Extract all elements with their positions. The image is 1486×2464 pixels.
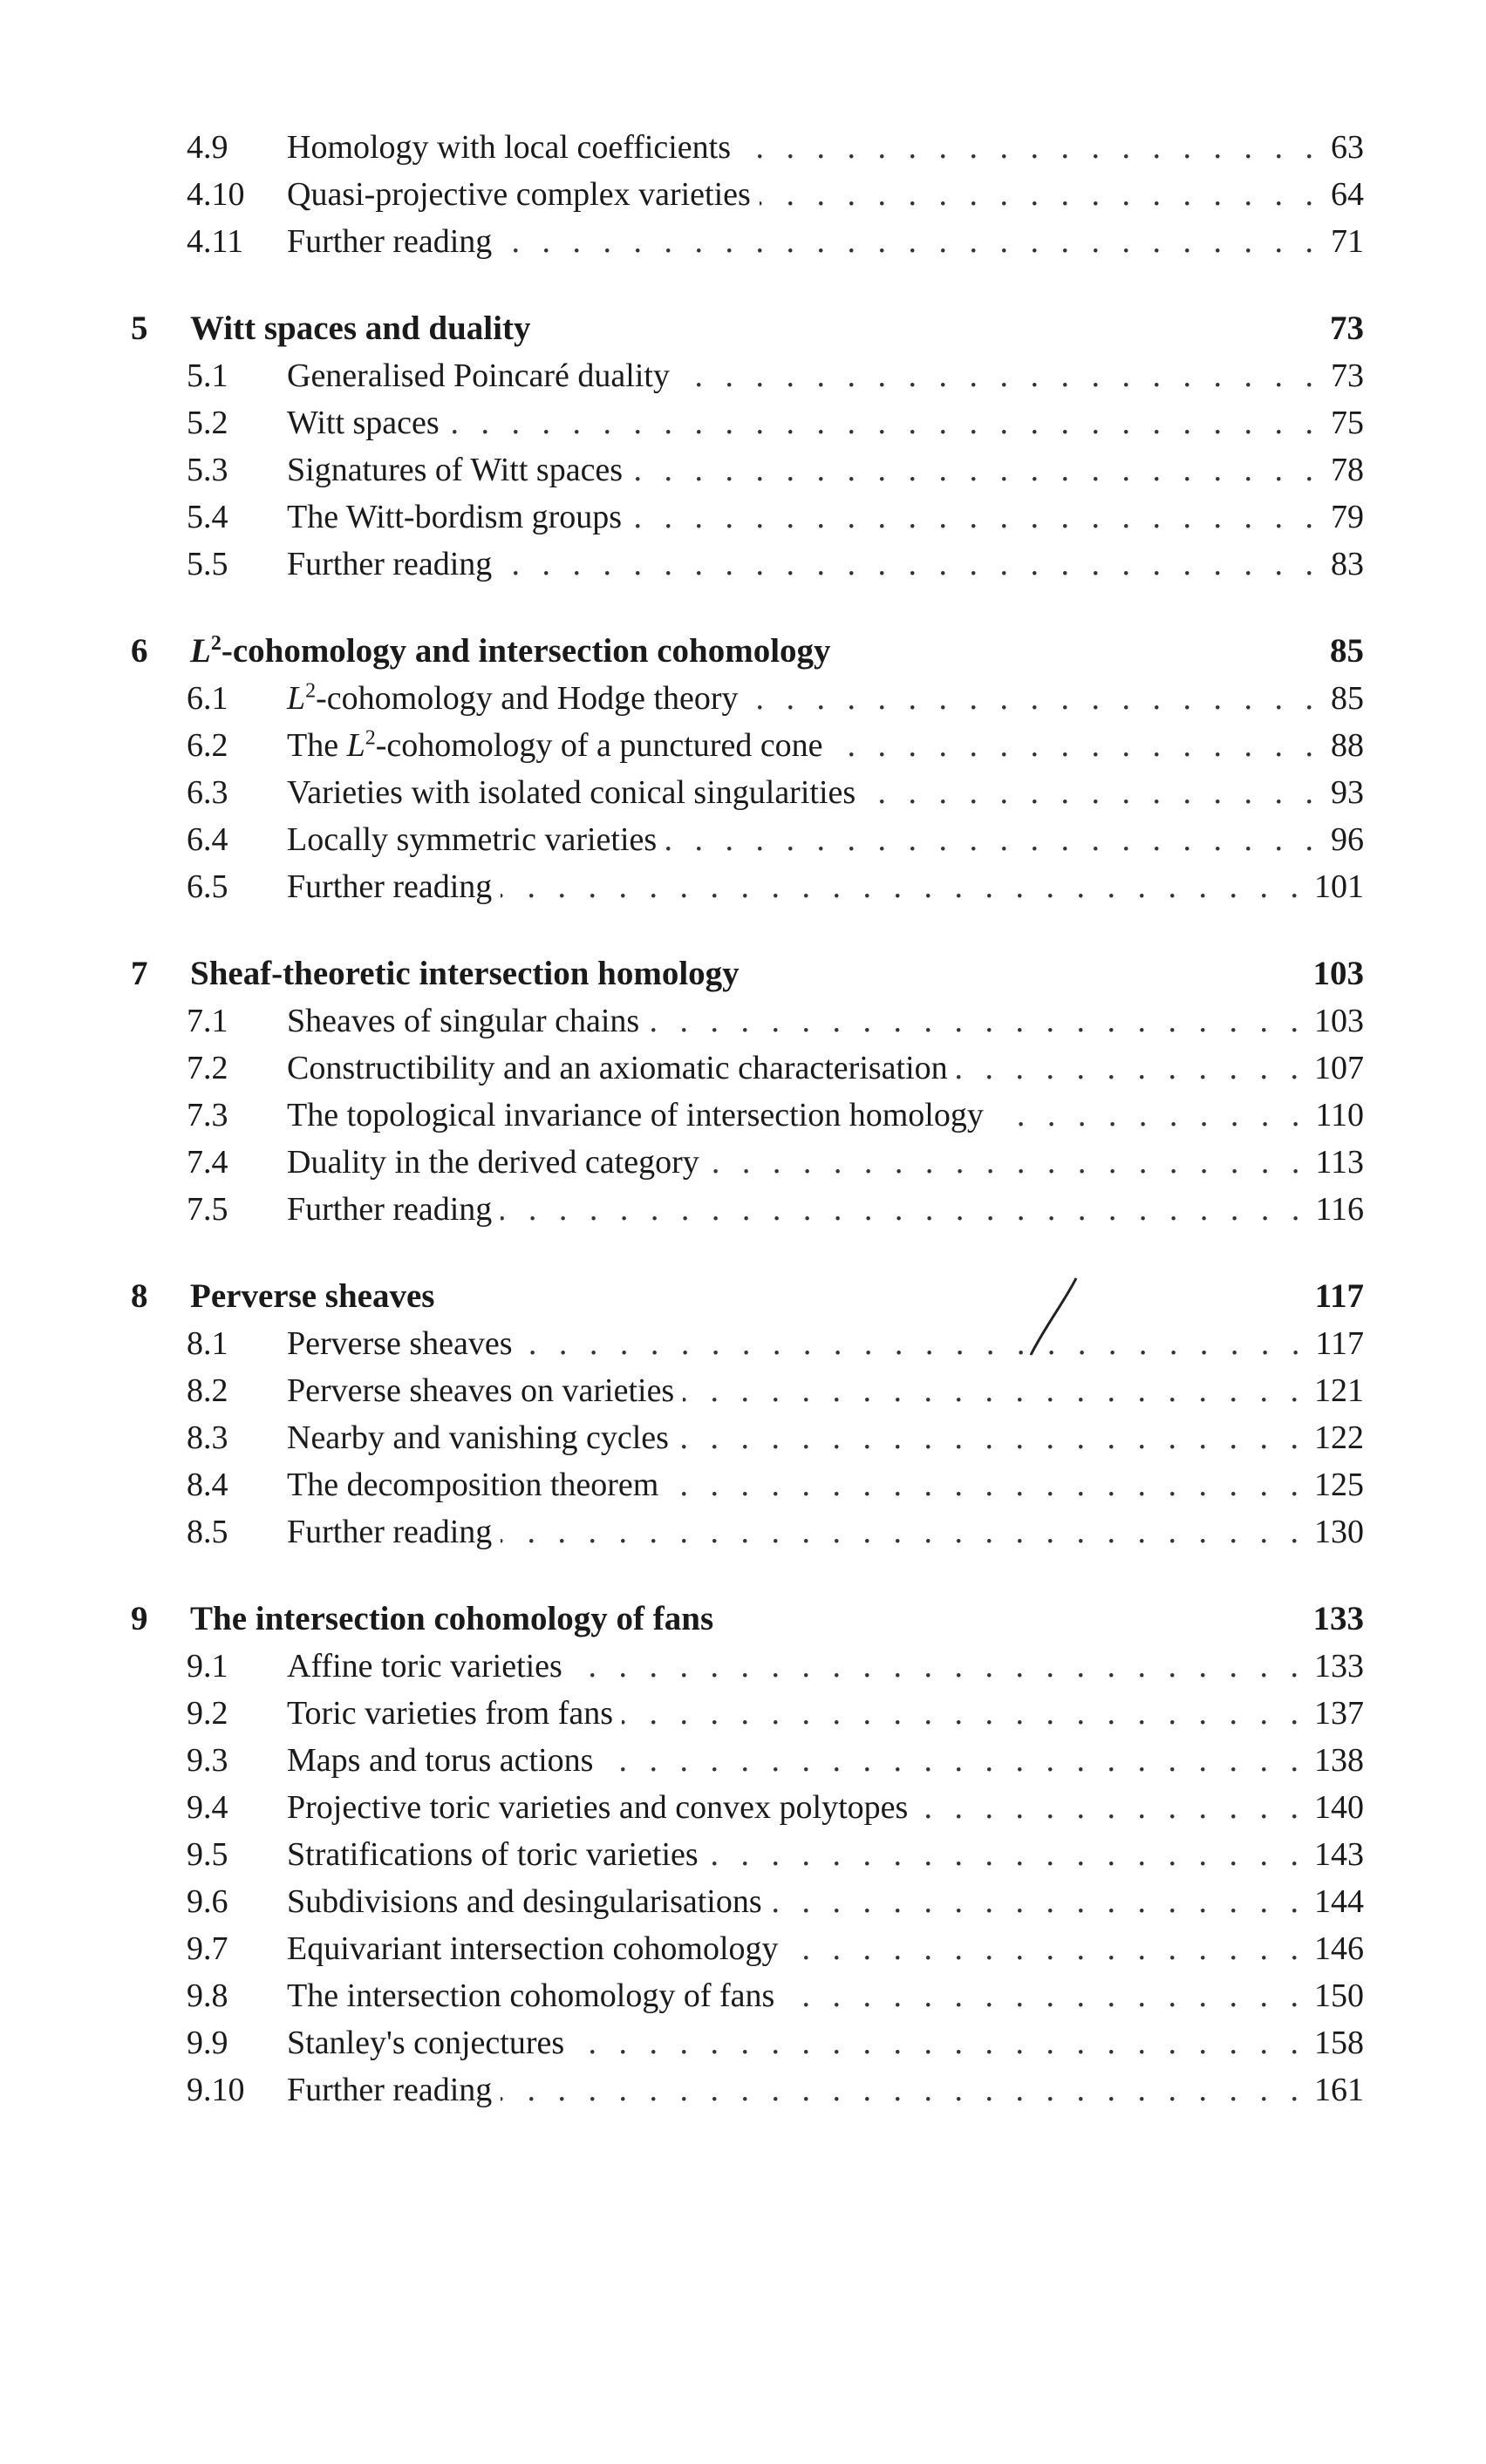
section-entry[interactable] [131,1508,1364,1555]
section-number: 6.3 [187,774,228,811]
section-number: 8.2 [187,1372,228,1409]
dot-leader [622,1690,1305,1737]
section-title: Varieties with isolated conical singularities [287,774,856,811]
section-entry[interactable] [131,1367,1364,1414]
section-title: Equivariant intersection cohomology [287,1930,779,1967]
chapter-number: 9 [131,1600,148,1637]
section-entry[interactable] [131,446,1364,493]
section-entry[interactable] [131,1972,1364,2019]
dot-leader [771,1878,1305,1925]
section-page: 103 [1314,1003,1364,1039]
section-title: Duality in the derived category [287,1144,699,1181]
section-number: 9.4 [187,1789,228,1826]
dot-leader [501,1186,1306,1233]
section-title: Perverse sheaves [287,1325,513,1362]
section-title: Further reading [287,1191,493,1228]
dot-leader [787,1925,1305,1972]
section-page: 146 [1314,1930,1364,1967]
dot-leader [501,218,1320,265]
section-page: 138 [1314,1742,1364,1779]
section-entry[interactable] [131,352,1364,399]
section-entry[interactable] [131,124,1364,171]
section-number: 6.1 [187,680,228,717]
section-number: 6.2 [187,727,228,764]
chapter-block [131,305,1364,588]
section-page: 113 [1315,1144,1364,1181]
chapter-entry[interactable] [131,1596,1364,1643]
dot-leader [631,493,1320,541]
chapter-number: 8 [131,1277,148,1315]
section-title: Constructibility and an axiomatic characterisation [287,1050,948,1086]
dot-leader [678,352,1320,399]
section-number: 6.5 [187,868,228,905]
dot-leader [501,863,1305,910]
pen-slash-mark [1026,1275,1081,1358]
section-page: 137 [1314,1695,1364,1732]
chapter-number: 7 [131,955,148,992]
section-title: The Witt-bordism groups [287,499,623,535]
section-entry[interactable] [131,997,1364,1045]
chapter-block [131,1273,1364,1555]
section-title: Nearby and vanishing cycles [287,1419,669,1456]
section-page: 85 [1331,680,1364,717]
section-entry[interactable] [131,493,1364,541]
dot-leader [832,722,1320,769]
section-number: 5.2 [187,405,228,441]
section-number: 7.3 [187,1097,228,1133]
section-page: 161 [1314,2072,1364,2108]
dot-leader [521,1320,1307,1367]
dot-leader [683,1367,1305,1414]
section-page: 158 [1314,2025,1364,2061]
section-page: 93 [1331,774,1364,811]
dot-leader [501,541,1320,588]
chapter-page: 73 [1330,310,1364,347]
section-number: 5.1 [187,357,228,394]
chapter-title: $L^2$-cohomology and intersection cohomology [190,632,831,670]
dot-leader [760,171,1320,218]
section-number: 9.5 [187,1836,228,1873]
section-number: 9.3 [187,1742,228,1779]
section-page: 73 [1331,357,1364,394]
section-title: Further reading [287,868,493,905]
section-page: 83 [1331,546,1364,582]
section-page: 122 [1314,1419,1364,1456]
section-number: 4.9 [187,129,228,166]
section-number: 5.4 [187,499,228,535]
dot-leader [631,446,1320,493]
section-entry[interactable] [131,1139,1364,1186]
section-page: 125 [1314,1467,1364,1503]
chapter-entry[interactable] [131,1273,1364,1320]
section-number: 8.4 [187,1467,228,1503]
section-page: 88 [1331,727,1364,764]
section-page: 107 [1314,1050,1364,1086]
section-number: 7.5 [187,1191,228,1228]
section-title: Further reading [287,546,493,582]
section-title: Perverse sheaves on varieties [287,1372,675,1409]
section-entry[interactable] [131,675,1364,722]
section-title: Affine toric varieties [287,1648,562,1685]
dot-leader [648,997,1305,1045]
chapter-title: Perverse sheaves [190,1277,435,1315]
chapter-title: The intersection cohomology of fans [190,1600,714,1637]
section-title: Toric varieties from fans [287,1695,614,1732]
dot-leader [783,1972,1305,2019]
section-entry[interactable] [131,541,1364,588]
chapter-number: 5 [131,310,148,347]
section-title: The $L^2$-cohomology of a punctured cone [287,726,823,764]
section-number: 9.9 [187,2025,228,2061]
section-title: Quasi-projective complex varieties [287,176,751,213]
section-number: 7.1 [187,1003,228,1039]
chapter-title: Witt spaces and duality [190,310,531,347]
chapter-block [131,628,1364,910]
section-page: 140 [1314,1789,1364,1826]
section-entry[interactable] [131,1045,1364,1092]
section-number: 9.8 [187,1977,228,2014]
chapter-entry[interactable] [131,628,1364,675]
section-page: 64 [1331,176,1364,213]
section-title: Locally symmetric varieties [287,821,658,858]
chapter-entry[interactable] [131,950,1364,997]
section-entry[interactable] [131,1690,1364,1737]
section-title: $L^2$-cohomology and Hodge theory [287,679,739,717]
section-entry[interactable] [131,1414,1364,1461]
dot-leader [707,1831,1305,1878]
section-number: 8.1 [187,1325,228,1362]
dot-leader [708,1139,1307,1186]
section-number: 9.2 [187,1695,228,1732]
section-entry[interactable] [131,399,1364,446]
section-page: 121 [1314,1372,1364,1409]
section-title: Homology with local coefficients [287,129,732,166]
section-entry[interactable] [131,2019,1364,2066]
chapter-block [131,1596,1364,2113]
section-number: 8.3 [187,1419,228,1456]
table-of-contents [131,124,1364,2113]
chapter-page: 85 [1330,632,1364,670]
section-entry[interactable] [131,1186,1364,1233]
chapter-block [131,124,1364,265]
chapter-title: Sheaf-theoretic intersection homology [190,955,740,992]
section-entry[interactable] [131,769,1364,816]
chapter-page: 103 [1312,955,1364,992]
dot-leader [573,2019,1305,2066]
section-entry[interactable] [131,1784,1364,1831]
section-entry[interactable] [131,1092,1364,1139]
section-number: 5.5 [187,546,228,582]
section-title: Stanley's conjectures [287,2025,565,2061]
dot-leader [740,124,1320,171]
section-page: 71 [1331,223,1364,260]
section-page: 110 [1315,1097,1364,1133]
section-page: 96 [1331,821,1364,858]
dot-leader [501,2066,1305,2113]
dot-leader [957,1045,1305,1092]
section-page: 130 [1314,1514,1364,1550]
dot-leader [665,816,1320,863]
dot-leader [667,1461,1305,1508]
chapter-page: 117 [1314,1277,1364,1315]
section-number: 4.10 [187,176,245,213]
section-entry[interactable] [131,1878,1364,1925]
section-title: The intersection cohomology of fans [287,1977,775,2014]
section-number: 8.5 [187,1514,228,1550]
section-page: 133 [1314,1648,1364,1685]
dot-leader [917,1784,1305,1831]
section-entry[interactable] [131,218,1364,265]
section-title: Further reading [287,1514,493,1550]
section-entry[interactable] [131,1461,1364,1508]
section-number: 6.4 [187,821,228,858]
chapter-number: 6 [131,632,148,670]
section-title: Further reading [287,2072,493,2108]
dot-leader [992,1092,1307,1139]
section-title: Subdivisions and desingularisations [287,1883,762,1920]
section-page: 78 [1331,452,1364,488]
section-entry[interactable] [131,722,1364,769]
section-page: 143 [1314,1836,1364,1873]
chapter-block [131,950,1364,1233]
chapter-page: 133 [1312,1600,1364,1637]
section-title: Generalised Poincaré duality [287,357,670,394]
section-entry[interactable] [131,816,1364,863]
section-title: Maps and torus actions [287,1742,594,1779]
section-entry[interactable] [131,1643,1364,1690]
section-entry[interactable] [131,1831,1364,1878]
section-page: 79 [1331,499,1364,535]
section-entry[interactable] [131,1737,1364,1784]
section-title: Witt spaces [287,405,440,441]
section-number: 4.11 [187,223,244,260]
section-number: 9.10 [187,2072,245,2108]
section-number: 7.2 [187,1050,228,1086]
dot-leader [501,1508,1305,1555]
section-number: 5.3 [187,452,228,488]
section-title: The topological invariance of intersection homology [287,1097,984,1133]
section-page: 63 [1331,129,1364,166]
section-title: Sheaves of singular chains [287,1003,640,1039]
section-number: 9.6 [187,1883,228,1920]
dot-leader [571,1643,1305,1690]
section-title: Signatures of Witt spaces [287,452,624,488]
section-entry[interactable] [131,1320,1364,1367]
dot-leader [864,769,1320,816]
section-entry[interactable] [131,1925,1364,1972]
dot-leader [678,1414,1305,1461]
section-entry[interactable] [131,863,1364,910]
dot-leader [602,1737,1305,1784]
section-page: 116 [1315,1191,1364,1228]
section-title: The decomposition theorem [287,1467,659,1503]
section-page: 144 [1314,1883,1364,1920]
dot-leader [448,399,1320,446]
section-number: 9.7 [187,1930,228,1967]
section-page: 75 [1331,405,1364,441]
section-entry[interactable] [131,171,1364,218]
section-page: 117 [1315,1325,1364,1362]
section-title: Stratifications of toric varieties [287,1836,699,1873]
section-page: 101 [1314,868,1364,905]
chapter-entry[interactable] [131,305,1364,352]
dot-leader [747,675,1320,722]
section-title: Projective toric varieties and convex polytopes [287,1789,909,1826]
section-number: 9.1 [187,1648,228,1685]
section-title: Further reading [287,223,493,260]
section-page: 150 [1314,1977,1364,2014]
section-number: 7.4 [187,1144,228,1181]
section-entry[interactable] [131,2066,1364,2113]
